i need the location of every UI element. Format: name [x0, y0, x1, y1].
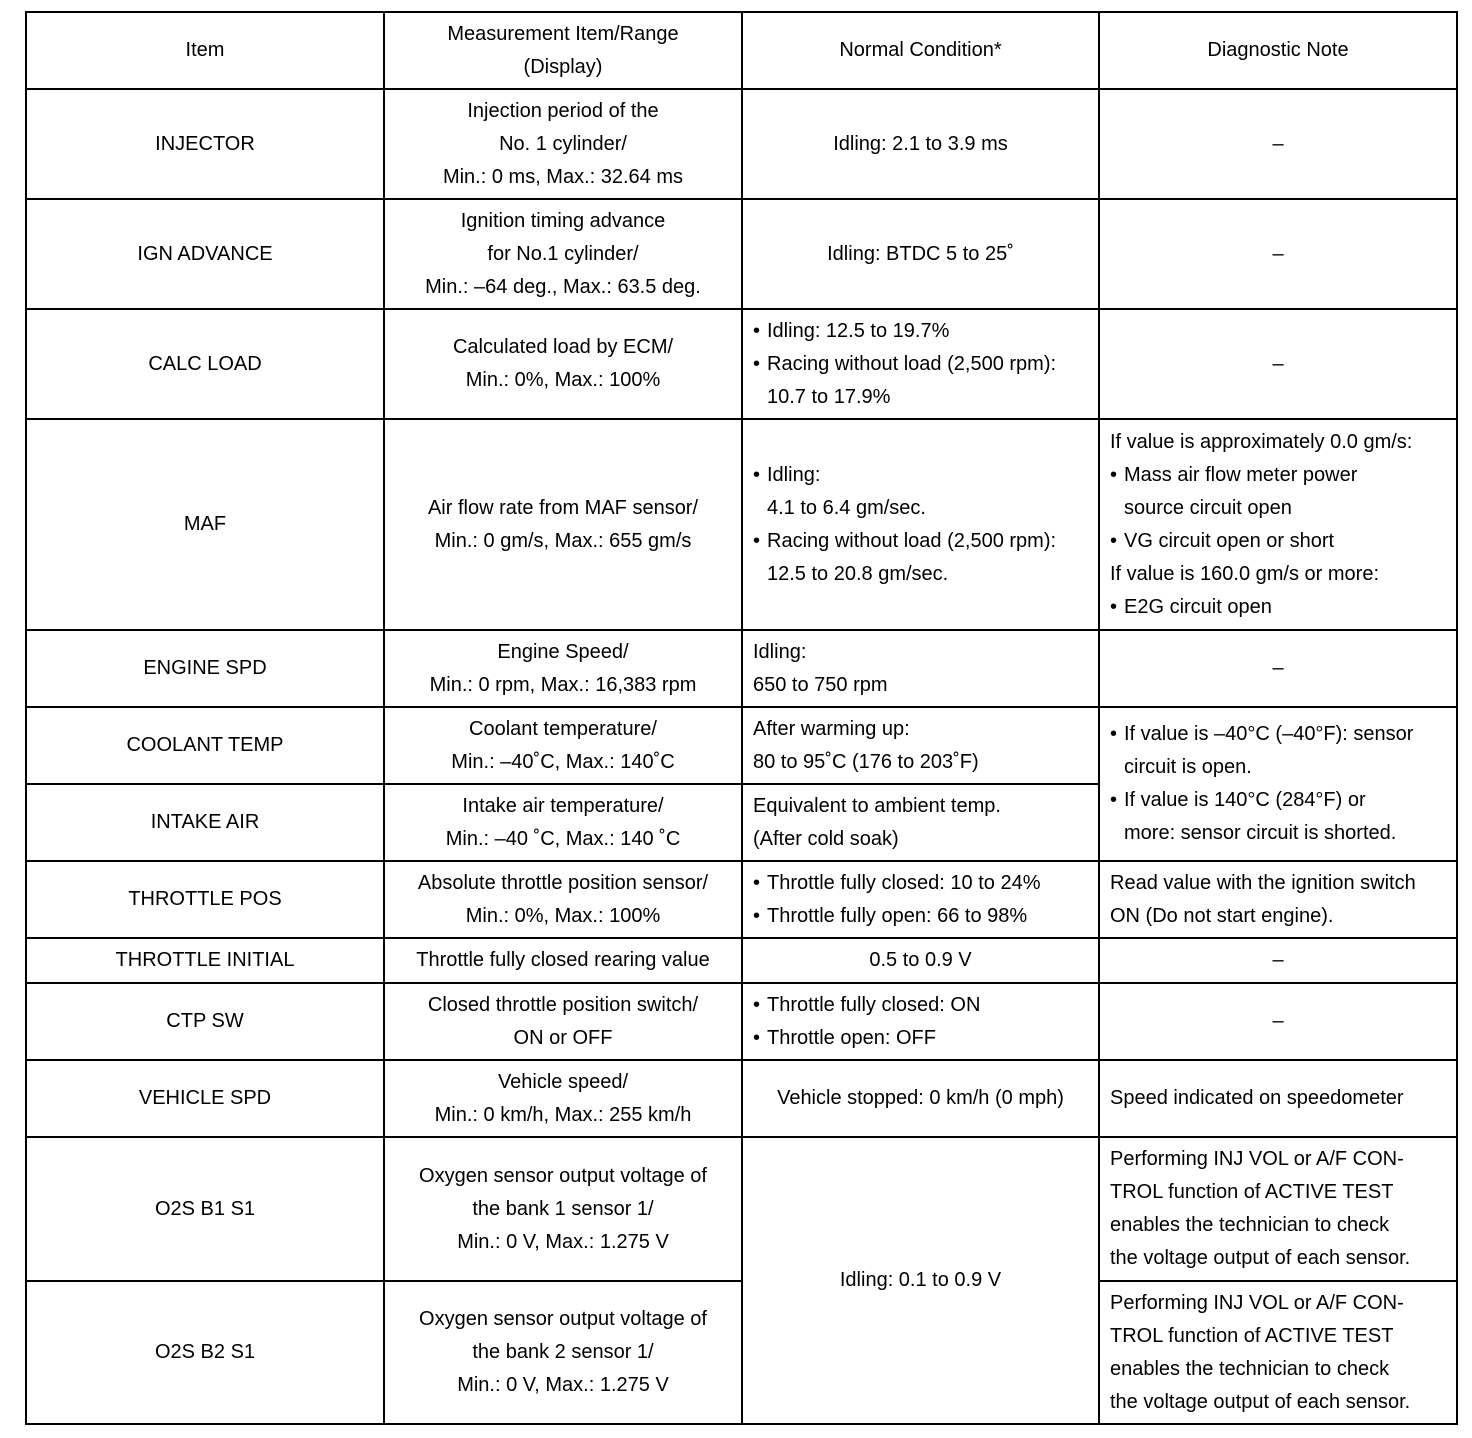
item-cell: CTP SW — [26, 983, 384, 1060]
range-cell: Coolant temperature/ Min.: –40˚C, Max.: 140˚C — [384, 707, 742, 784]
table-row-injector — [26, 89, 1457, 199]
note-cell: – — [1099, 309, 1457, 419]
header-row — [26, 12, 1457, 89]
temp-note-cell: • If value is –40°C (–40°F): sensor circuit is open. • If value is 140°C (284°F) or more: sensor circuit is shorted. — [1099, 707, 1457, 861]
table-row-o2s-b1-s1 — [26, 1137, 1457, 1281]
normal-cell: • Idling: 4.1 to 6.4 gm/sec. • Racing without load (2,500 rpm): 12.5 to 20.8 gm/sec. — [742, 419, 1099, 630]
range-cell: Vehicle speed/ Min.: 0 km/h, Max.: 255 km/h — [384, 1060, 742, 1137]
table-row-ctp-sw — [26, 983, 1457, 1060]
normal-cell: Idling: 650 to 750 rpm — [742, 630, 1099, 707]
note-cell: Read value with the ignition switch ON (Do not start engine). — [1099, 861, 1457, 938]
table-row-maf — [26, 419, 1457, 630]
item-cell: O2S B1 S1 — [26, 1137, 384, 1281]
note-cell: If value is approximately 0.0 gm/s: • Mass air flow meter power source circuit open • VG circuit open or short If value is 160.0 gm/s or more: • E2G circuit open — [1099, 419, 1457, 630]
normal-cell: Vehicle stopped: 0 km/h (0 mph) — [742, 1060, 1099, 1137]
table-row-o2s-b2-s1 — [26, 1281, 1457, 1424]
note-cell: – — [1099, 630, 1457, 707]
note-cell: Speed indicated on speedometer — [1099, 1060, 1457, 1137]
range-cell: Ignition timing advance for No.1 cylinder/ Min.: –64 deg., Max.: 63.5 deg. — [384, 199, 742, 309]
note-cell: – — [1099, 938, 1457, 983]
data-list-table — [25, 11, 1458, 1425]
note-cell: Performing INJ VOL or A/F CON- TROL function of ACTIVE TEST enables the technician to check the voltage output of each sensor. — [1099, 1137, 1457, 1281]
item-cell: VEHICLE SPD — [26, 1060, 384, 1137]
note-cell: – — [1099, 89, 1457, 199]
normal-cell: Idling: 2.1 to 3.9 ms — [742, 89, 1099, 199]
normal-cell: • Throttle fully closed: ON • Throttle open: OFF — [742, 983, 1099, 1060]
note-cell: – — [1099, 983, 1457, 1060]
table-row-ign-advance — [26, 199, 1457, 309]
range-cell: Absolute throttle position sensor/ Min.: 0%, Max.: 100% — [384, 861, 742, 938]
o2s-normal-cell: Idling: 0.1 to 0.9 V — [742, 1137, 1099, 1424]
table-row-throttle-initial — [26, 938, 1457, 983]
item-cell: INTAKE AIR — [26, 784, 384, 861]
table-row-vehicle-spd — [26, 1060, 1457, 1137]
table-row-coolant-temp — [26, 707, 1457, 784]
header-normal-condition: Normal Condition* — [742, 12, 1099, 89]
header-measurement-range: Measurement Item/Range (Display) — [384, 12, 742, 89]
normal-cell: After warming up: 80 to 95˚C (176 to 203˚F) — [742, 707, 1099, 784]
range-cell: Engine Speed/ Min.: 0 rpm, Max.: 16,383 rpm — [384, 630, 742, 707]
item-cell: INJECTOR — [26, 89, 384, 199]
normal-cell: Idling: BTDC 5 to 25˚ — [742, 199, 1099, 309]
range-cell: Oxygen sensor output voltage of the bank 1 sensor 1/ Min.: 0 V, Max.: 1.275 V — [384, 1137, 742, 1281]
item-cell: ENGINE SPD — [26, 630, 384, 707]
item-cell: MAF — [26, 419, 384, 630]
header-item: Item — [26, 12, 384, 89]
normal-cell: • Throttle fully closed: 10 to 24% • Throttle fully open: 66 to 98% — [742, 861, 1099, 938]
note-cell: Performing INJ VOL or A/F CON- TROL function of ACTIVE TEST enables the technician to check the voltage output of each sensor. — [1099, 1281, 1457, 1424]
item-cell: CALC LOAD — [26, 309, 384, 419]
item-cell: THROTTLE INITIAL — [26, 938, 384, 983]
item-cell: IGN ADVANCE — [26, 199, 384, 309]
range-cell: Calculated load by ECM/ Min.: 0%, Max.: 100% — [384, 309, 742, 419]
range-cell: Intake air temperature/ Min.: –40 ˚C, Max.: 140 ˚C — [384, 784, 742, 861]
table-row-throttle-pos — [26, 861, 1457, 938]
normal-cell: 0.5 to 0.9 V — [742, 938, 1099, 983]
table-row-engine-spd — [26, 630, 1457, 707]
normal-cell: Equivalent to ambient temp. (After cold soak) — [742, 784, 1099, 861]
range-cell: Oxygen sensor output voltage of the bank 2 sensor 1/ Min.: 0 V, Max.: 1.275 V — [384, 1281, 742, 1424]
table-row-calc-load — [26, 309, 1457, 419]
range-cell: Throttle fully closed rearing value — [384, 938, 742, 983]
note-cell: – — [1099, 199, 1457, 309]
item-cell: THROTTLE POS — [26, 861, 384, 938]
range-cell: Closed throttle position switch/ ON or OFF — [384, 983, 742, 1060]
normal-cell: • Idling: 12.5 to 19.7% • Racing without load (2,500 rpm): 10.7 to 17.9% — [742, 309, 1099, 419]
range-cell: Air flow rate from MAF sensor/ Min.: 0 gm/s, Max.: 655 gm/s — [384, 419, 742, 630]
header-diagnostic-note: Diagnostic Note — [1099, 12, 1457, 89]
item-cell: O2S B2 S1 — [26, 1281, 384, 1424]
item-cell: COOLANT TEMP — [26, 707, 384, 784]
range-cell: Injection period of the No. 1 cylinder/ Min.: 0 ms, Max.: 32.64 ms — [384, 89, 742, 199]
